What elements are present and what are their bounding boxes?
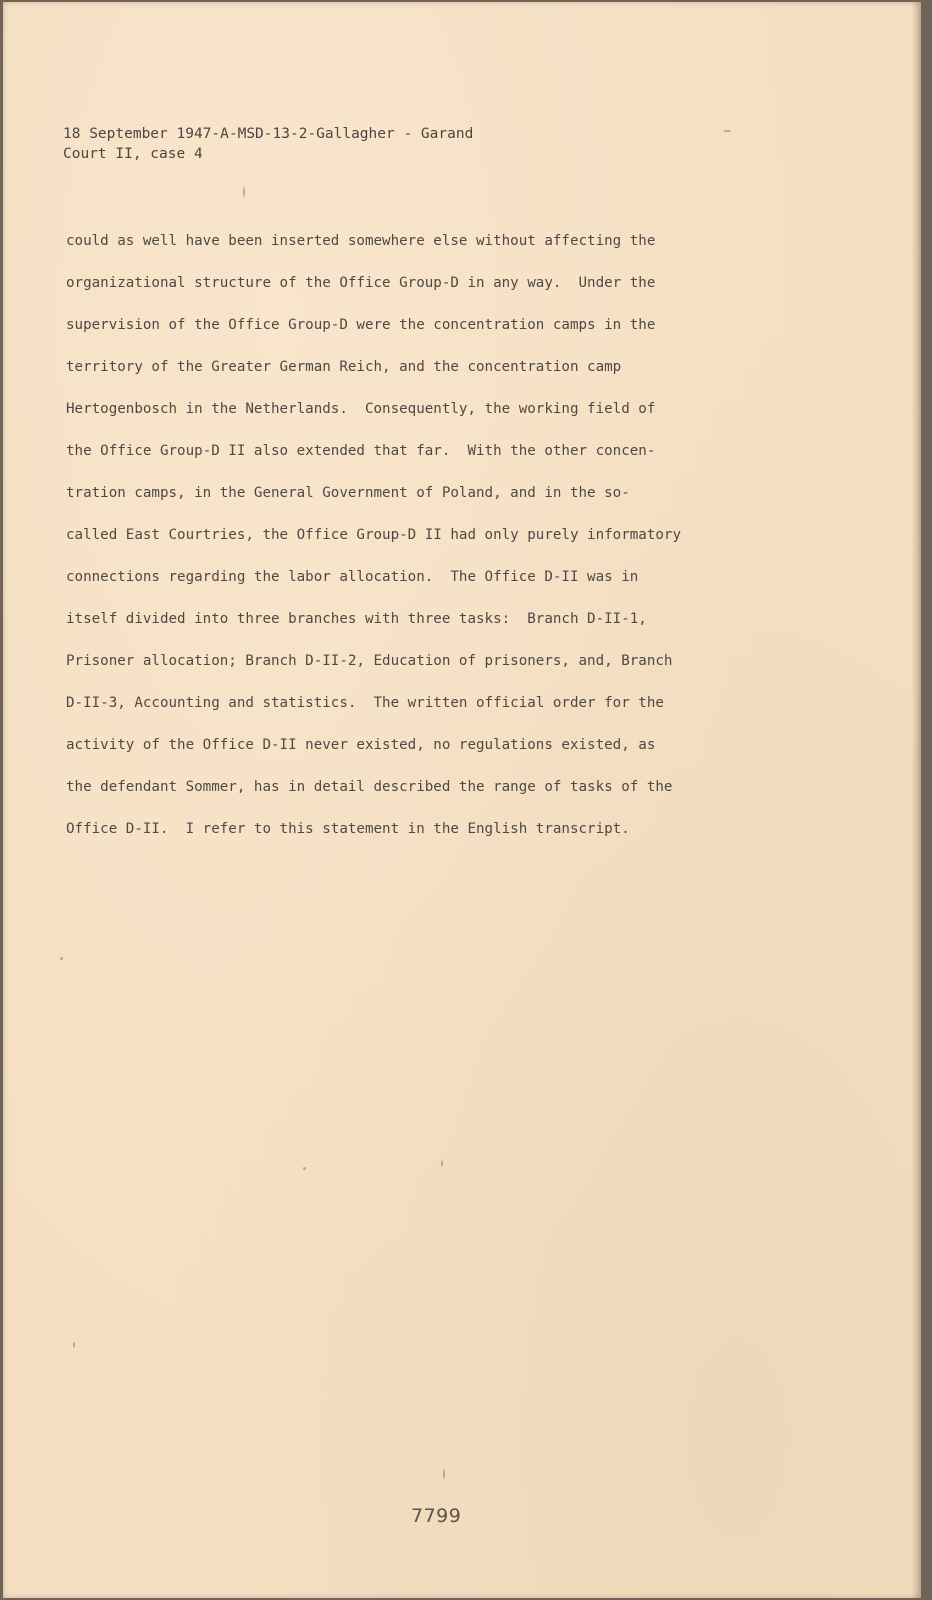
document-body	[66, 220, 806, 850]
page-edge-shadow	[911, 2, 921, 1598]
body-line: called East Courtries, the Office Group-D II had only purely informatory	[66, 527, 681, 543]
paper-speck	[723, 130, 731, 132]
document-header	[63, 124, 473, 164]
body-line: itself divided into three branches with three tasks: Branch D-II-1,	[66, 611, 647, 627]
paper-speck	[243, 187, 245, 197]
document-page	[3, 2, 921, 1598]
body-line: the Office Group-D II also extended that far. With the other concen-	[66, 443, 656, 459]
body-line: connections regarding the labor allocation. The Office D-II was in	[66, 569, 639, 585]
body-line: tration camps, in the General Government of Poland, and in the so-	[66, 485, 630, 501]
paper-speck	[73, 1342, 75, 1348]
paper-speck	[60, 957, 63, 960]
paper-speck	[303, 1167, 306, 1170]
header-date-reference: 18 September 1947-A-MSD-13-2-Gallagher - Garand	[63, 126, 474, 142]
body-line: organizational structure of the Office Group-D in any way. Under the	[66, 275, 656, 291]
body-line: the defendant Sommer, has in detail described the range of tasks of the	[66, 779, 673, 795]
body-line: could as well have been inserted somewhere else without affecting the	[66, 233, 656, 249]
page-number: 7799	[411, 1505, 462, 1527]
paper-speck	[441, 1160, 443, 1167]
body-line: Prisoner allocation; Branch D-II-2, Education of prisoners, and, Branch	[66, 653, 673, 669]
header-court-case: Court II, case 4	[63, 146, 203, 162]
body-line: activity of the Office D-II never existed, no regulations existed, as	[66, 737, 656, 753]
body-line: Hertogenbosch in the Netherlands. Consequently, the working field of	[66, 401, 656, 417]
body-line: territory of the Greater German Reich, and the concentration camp	[66, 359, 622, 375]
body-line: supervision of the Office Group-D were the concentration camps in the	[66, 317, 656, 333]
body-line: Office D-II. I refer to this statement in the English transcript.	[66, 821, 630, 837]
paper-speck	[443, 1469, 445, 1479]
body-line: D-II-3, Accounting and statistics. The written official order for the	[66, 695, 664, 711]
